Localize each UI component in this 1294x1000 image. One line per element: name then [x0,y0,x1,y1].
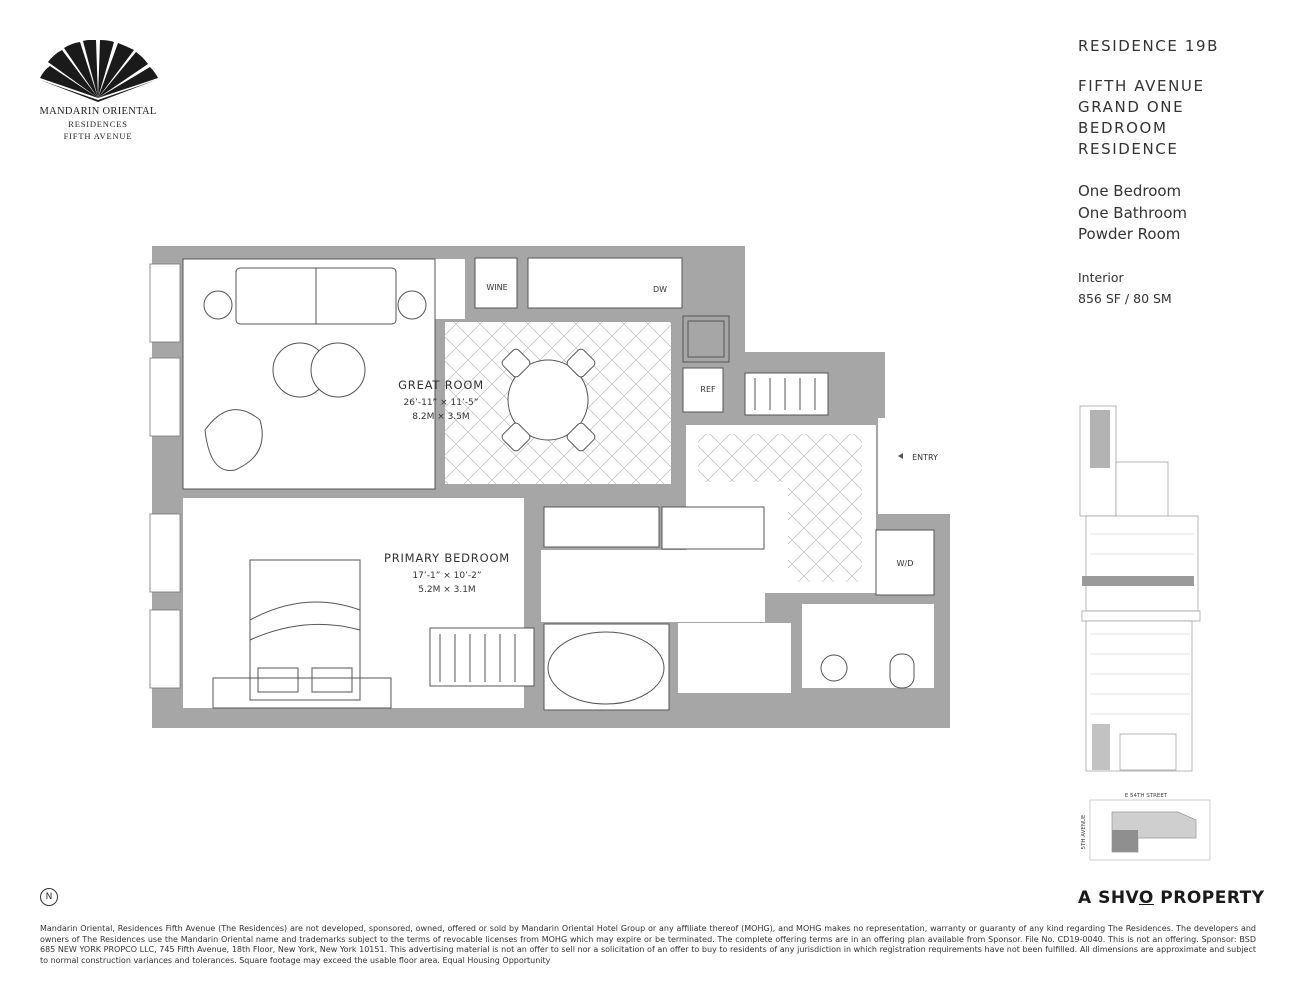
legal-disclaimer: Mandarin Oriental, Residences Fifth Avenue (The Residences) are not developed, sponsored, owned, offered or sold by Mandarin Oriental Hotel Group or any affiliate thereof (MOHG), and MOHG makes no representation, warranty or guaranty of any kind regarding The Residences. The developers and owners of The Residences use the Mandarin Oriental name and trademarks subject to the terms of revocable licenses from MOHG which may expire or be terminated. The complete offering terms are in an offering plan available from Sponsor. File No. CD19-0040. This is not an offering. Sponsor: BSD 685 NEW YORK PROPCO LLC, 745 Fifth Avenue, 18th Floor, New York, New York 10151. This advertising material is not an offer to sell nor a solicitation of an offer to buy to residents of any jurisdiction in which registration requirements have not been fulfilled. All dimensions are approximate and subject to normal construction variances and tolerances. Square footage may exceed the usable floor area. Equal Housing Opportunity [40,924,1256,965]
brand-line-2: RESIDENCES [68,119,128,129]
room-line: Powder Room [1078,225,1181,243]
great-room-metric: 8.2M × 3.5M [412,412,470,422]
building-elevation [1076,404,1206,774]
wd-label: W/D [896,559,914,568]
interior-label: Interior [1078,269,1124,285]
keyplan-street: E 54TH STREET [1124,793,1168,799]
entry-arrow-icon [898,453,903,459]
bathtub [548,632,664,704]
residence-info [1078,36,1278,309]
great-room-label: GREAT ROOM [398,378,484,392]
coffee-tables [273,343,365,397]
interior-value: 856 SF / 80 SM [1078,290,1172,306]
room-line: One Bedroom [1078,182,1182,200]
great-room-dims: 26’-11” × 11’-5” [403,398,479,408]
room-summary [1078,181,1278,246]
brand-line-1: MANDARIN ORIENTAL [39,106,157,117]
bedroom-label: PRIMARY BEDROOM [383,551,511,565]
herringbone-floor-hall [698,434,862,482]
room-line: One Bathroom [1078,203,1187,222]
wine-label: WINE [486,283,508,292]
residence-subtitle [1078,76,1278,160]
brand-line-3: FIFTH AVENUE [63,131,133,141]
developer-wordmark-prefix: A SHV [1078,888,1139,908]
subtitle-line: RESIDENCE [1078,140,1179,158]
residence-title: RESIDENCE 19B [1078,37,1219,55]
ref-label: REF [700,385,716,394]
keyplan-avenue: 5TH AVENUE [1081,814,1087,850]
subtitle-line: BEDROOM [1078,119,1168,137]
dw-label: DW [652,285,668,294]
herringbone-floor-entry [788,482,862,582]
bedroom-metric: 5.2M × 3.1M [418,585,476,595]
interior-area [1078,267,1278,309]
north-arrow-icon: N [40,888,58,906]
developer-wordmark-suffix: PROPERTY [1153,888,1265,908]
dining-set [500,347,596,452]
subtitle-line: GRAND ONE [1078,98,1185,116]
developer-wordmark [1078,888,1265,908]
entry-label: ENTRY [912,453,938,462]
sofa [204,268,426,324]
key-plan [1078,790,1212,862]
developer-wordmark-o: O [1138,888,1154,908]
subtitle-line: FIFTH AVENUE [1078,77,1205,95]
bedroom-dims: 17’-1” × 10’-2” [412,571,482,581]
